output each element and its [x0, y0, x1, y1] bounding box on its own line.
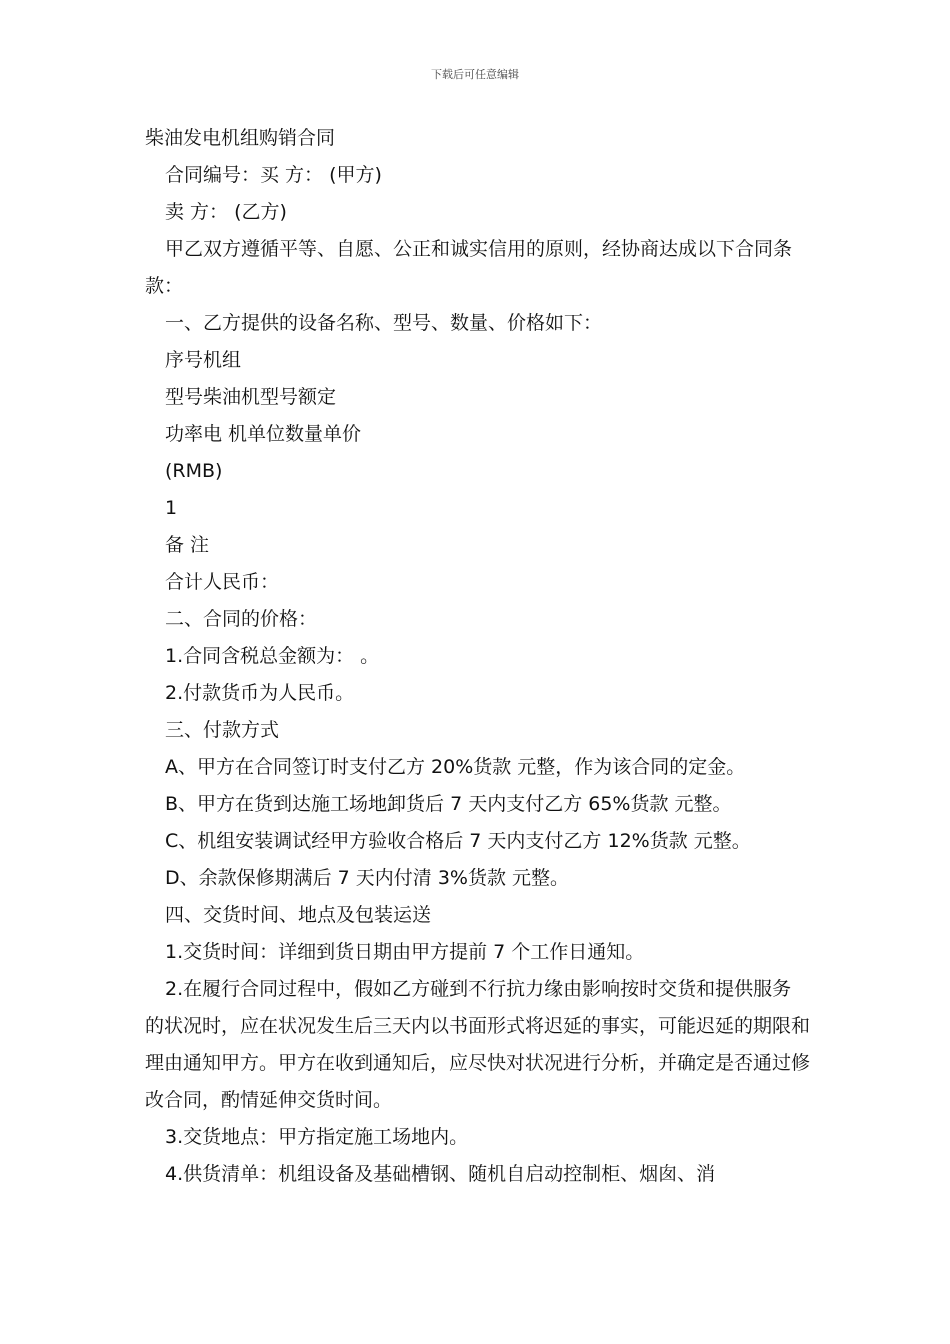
seller-line: 卖 方： (乙方) — [165, 201, 287, 223]
header-note: 下载后可任意编辑 — [431, 68, 519, 81]
table-header-line: 功率电 机单位数量单价 — [165, 423, 362, 445]
supply-list-paragraph: 4.供货清单：机组设备及基础槽钢、随机自启动控制柜、烟囱、消 — [165, 1163, 716, 1185]
table-header-line: (RMB) — [165, 460, 223, 482]
payment-item: B、甲方在货到达施工场地卸货后 7 天内支付乙方 65%货款 元整。 — [165, 793, 732, 815]
payment-item: A、甲方在合同签订时支付乙方 20%货款 元整，作为该合同的定金。 — [165, 756, 746, 778]
document-body — [145, 120, 825, 1193]
payment-item: C、机组安装调试经甲方验收合格后 7 天内支付乙方 12%货款 元整。 — [165, 830, 751, 852]
intro-paragraph: 甲乙双方遵循平等、自愿、公正和诚实信用的原则，经协商达成以下合同条款： — [145, 238, 793, 297]
total-line: 合计人民币： — [165, 571, 280, 593]
table-header-line: 型号柴油机型号额定 — [165, 386, 337, 408]
payment-item: D、余款保修期满后 7 天内付清 3%货款 元整。 — [165, 867, 570, 889]
section3-heading: 三、付款方式 — [165, 719, 280, 741]
delivery-item: 1.交货时间：详细到货日期由甲方提前 7 个工作日通知。 — [165, 941, 645, 963]
remarks-line: 备 注 — [165, 534, 210, 556]
contract-number-line: 合同编号：买 方： (甲方) — [165, 164, 382, 186]
table-header-line: 序号机组 — [165, 349, 242, 371]
section1-heading: 一、乙方提供的设备名称、型号、数量、价格如下： — [165, 312, 603, 334]
document-title: 柴油发电机组购销合同 — [145, 127, 336, 149]
section4-heading: 四、交货时间、地点及包装运送 — [165, 904, 432, 926]
price-item: 2.付款货币为人民币。 — [165, 682, 355, 704]
delivery-item: 3.交货地点：甲方指定施工场地内。 — [165, 1126, 469, 1148]
price-item: 1.合同含税总金额为： 。 — [165, 645, 380, 667]
delivery-paragraph: 2.在履行合同过程中，假如乙方碰到不行抗力缘由影响按时交货和提供服务的状况时，应在状况发生后三天内以书面形式将迟延的事实，可能迟延的期限和理由通知甲方。甲方在收到通知后，应尽快对状况进行分析，并确定是否通过修改合同，酌情延伸交货时间。 — [145, 978, 811, 1111]
section2-heading: 二、合同的价格： — [165, 608, 318, 630]
table-row-number: 1 — [165, 497, 178, 519]
